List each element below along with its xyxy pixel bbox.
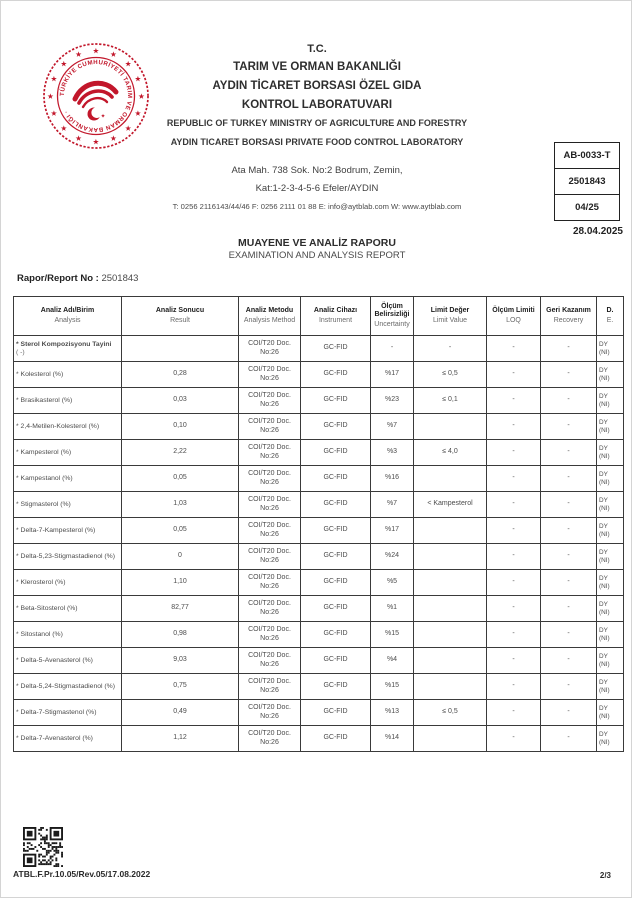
- analysis-results-table: [13, 296, 624, 752]
- cell-instrument: GC-FID: [301, 674, 371, 700]
- cell-uncertainty: %13: [371, 700, 414, 726]
- cell-evaluation: DY (NI): [597, 622, 624, 648]
- cell-recovery: -: [541, 414, 597, 440]
- cell-instrument: GC-FID: [301, 492, 371, 518]
- report-number-box: 2501843: [554, 168, 620, 195]
- cell-result: 9,03: [122, 648, 239, 674]
- svg-text:★: ★: [51, 110, 57, 118]
- cell-method: COI/T20 Doc. No:26: [239, 466, 301, 492]
- table-row: [14, 336, 624, 362]
- cell-recovery: -: [541, 700, 597, 726]
- cell-analysis: * Delta-5,23-Stigmastadienol (%): [14, 544, 122, 570]
- info-boxes: [554, 143, 620, 221]
- svg-text:★: ★: [60, 125, 67, 133]
- cell-analysis: * Kampestanol (%): [14, 466, 122, 492]
- svg-text:★: ★: [125, 125, 132, 133]
- col-header-analysis: Analiz Adı/Birim Analysis: [14, 297, 122, 336]
- report-no-value: 2501843: [101, 273, 139, 284]
- cell-uncertainty: %17: [371, 518, 414, 544]
- table-row: [14, 362, 624, 388]
- cell-analysis: * Delta-7-Avenasterol (%): [14, 726, 122, 752]
- letterhead: [1, 43, 632, 156]
- svg-text:★: ★: [135, 75, 141, 83]
- cell-limit: ≤ 4,0: [414, 440, 487, 466]
- svg-text:★: ★: [93, 138, 99, 146]
- cell-analysis: * Delta-5,24-Stigmastadienol (%): [14, 674, 122, 700]
- svg-text:★: ★: [110, 135, 117, 143]
- col-header-evaluation: D. E.: [597, 297, 624, 336]
- cell-limit: ≤ 0,5: [414, 362, 487, 388]
- col-header-uncertainty: Ölçüm Belirsizliği Uncertainty: [371, 297, 414, 336]
- cell-recovery: -: [541, 726, 597, 752]
- table-row: [14, 388, 624, 414]
- cell-uncertainty: %16: [371, 466, 414, 492]
- cell-evaluation: DY (NI): [597, 726, 624, 752]
- cell-recovery: -: [541, 362, 597, 388]
- table-row: [14, 596, 624, 622]
- cell-uncertainty: %7: [371, 492, 414, 518]
- contact-line: T: 0256 2116143/44/46 F: 0256 2111 01 88 E: info@aytblab.com W: www.aytblab.com: [172, 202, 462, 211]
- cell-evaluation: DY (NI): [597, 388, 624, 414]
- cell-evaluation: DY (NI): [597, 466, 624, 492]
- ministry-name-en: REPUBLIC OF TURKEY MINISTRY OF AGRICULTURE AND FORESTRY: [166, 118, 468, 128]
- cell-loq: -: [487, 648, 541, 674]
- svg-text:★: ★: [110, 51, 117, 59]
- cell-method: COI/T20 Doc. No:26: [239, 492, 301, 518]
- cell-loq: -: [487, 700, 541, 726]
- cell-instrument: GC-FID: [301, 700, 371, 726]
- cell-loq: -: [487, 570, 541, 596]
- cell-limit: [414, 570, 487, 596]
- table-row: [14, 622, 624, 648]
- cell-uncertainty: %1: [371, 596, 414, 622]
- cell-instrument: GC-FID: [301, 466, 371, 492]
- svg-text:★: ★: [138, 93, 145, 101]
- cell-recovery: -: [541, 466, 597, 492]
- cell-recovery: -: [541, 518, 597, 544]
- cell-evaluation: DY (NI): [597, 414, 624, 440]
- cell-evaluation: DY (NI): [597, 492, 624, 518]
- report-title: [1, 237, 632, 261]
- cell-result: 1,12: [122, 726, 239, 752]
- cell-method: COI/T20 Doc. No:26: [239, 674, 301, 700]
- cell-recovery: -: [541, 336, 597, 362]
- cell-method: COI/T20 Doc. No:26: [239, 388, 301, 414]
- cell-limit: [414, 726, 487, 752]
- cell-loq: -: [487, 726, 541, 752]
- cell-method: COI/T20 Doc. No:26: [239, 518, 301, 544]
- cell-uncertainty: %7: [371, 414, 414, 440]
- cell-instrument: GC-FID: [301, 648, 371, 674]
- ministry-name-tr: TARIM VE ORMAN BAKANLIĞI: [233, 61, 401, 73]
- cell-analysis: * Delta-7-Kampesterol (%): [14, 518, 122, 544]
- cell-evaluation: DY (NI): [597, 674, 624, 700]
- cell-loq: -: [487, 362, 541, 388]
- cell-limit: [414, 518, 487, 544]
- svg-text:★: ★: [135, 110, 141, 118]
- svg-text:★: ★: [60, 61, 67, 69]
- cell-analysis: * Brasikasterol (%): [14, 388, 122, 414]
- cell-instrument: GC-FID: [301, 414, 371, 440]
- cell-method: COI/T20 Doc. No:26: [239, 414, 301, 440]
- cell-instrument: GC-FID: [301, 362, 371, 388]
- cell-loq: -: [487, 544, 541, 570]
- cell-result: 0,98: [122, 622, 239, 648]
- cell-analysis: * Beta-Sitosterol (%): [14, 596, 122, 622]
- cell-uncertainty: %3: [371, 440, 414, 466]
- cell-limit: < Kampesterol: [414, 492, 487, 518]
- cell-analysis: * Delta-5-Avenasterol (%): [14, 648, 122, 674]
- results-table-body: [14, 336, 624, 752]
- cell-instrument: GC-FID: [301, 544, 371, 570]
- cell-uncertainty: %15: [371, 674, 414, 700]
- cell-recovery: -: [541, 596, 597, 622]
- lab-name-en: AYDIN TICARET BORSASI PRIVATE FOOD CONTROL LABORATORY: [170, 137, 464, 147]
- cell-method: COI/T20 Doc. No:26: [239, 700, 301, 726]
- cell-loq: -: [487, 596, 541, 622]
- cell-recovery: -: [541, 648, 597, 674]
- cell-limit: ≤ 0,5: [414, 700, 487, 726]
- report-title-en: EXAMINATION AND ANALYSIS REPORT: [228, 250, 406, 261]
- document-code: ATBL.F.Pr.10.05/Rev.05/17.08.2022: [13, 869, 151, 879]
- cell-method: COI/T20 Doc. No:26: [239, 570, 301, 596]
- cell-uncertainty: -: [371, 336, 414, 362]
- table-row: [14, 700, 624, 726]
- svg-text:★: ★: [75, 135, 82, 143]
- cell-loq: -: [487, 492, 541, 518]
- table-row: [14, 726, 624, 752]
- col-header-limit: Limit Değer Limit Value: [414, 297, 487, 336]
- cell-instrument: GC-FID: [301, 726, 371, 752]
- cell-analysis: * Kampesterol (%): [14, 440, 122, 466]
- cell-result: 0: [122, 544, 239, 570]
- cell-method: COI/T20 Doc. No:26: [239, 648, 301, 674]
- cell-instrument: GC-FID: [301, 336, 371, 362]
- svg-text:✦: ✦: [100, 114, 106, 120]
- cell-evaluation: DY (NI): [597, 596, 624, 622]
- period-box: 04/25: [554, 194, 620, 221]
- cell-analysis: * Kolesterol (%): [14, 362, 122, 388]
- cell-limit: ≤ 0,1: [414, 388, 487, 414]
- cell-instrument: GC-FID: [301, 596, 371, 622]
- cell-analysis: * Sitostanol (%): [14, 622, 122, 648]
- cell-recovery: -: [541, 388, 597, 414]
- lab-name-tr-line1: AYDIN TİCARET BORSASI ÖZEL GIDA: [212, 80, 422, 92]
- page-number: 2/3: [599, 871, 611, 880]
- cell-instrument: GC-FID: [301, 518, 371, 544]
- address-line1: Ata Mah. 738 Sok. No:2 Bodrum, Zemin,: [231, 165, 403, 176]
- cell-result: 1,10: [122, 570, 239, 596]
- cell-result: 0,75: [122, 674, 239, 700]
- col-header-method: Analiz Metodu Analysis Method: [239, 297, 301, 336]
- cell-evaluation: DY (NI): [597, 648, 624, 674]
- cell-result: 0,05: [122, 466, 239, 492]
- table-row: [14, 466, 624, 492]
- cell-method: COI/T20 Doc. No:26: [239, 596, 301, 622]
- cell-uncertainty: %15: [371, 622, 414, 648]
- cell-loq: -: [487, 674, 541, 700]
- cell-analysis: * Klerosterol (%): [14, 570, 122, 596]
- cell-recovery: -: [541, 622, 597, 648]
- report-no-label: Rapor/Report No :: [17, 273, 99, 284]
- svg-text:★: ★: [51, 75, 57, 83]
- cell-loq: -: [487, 518, 541, 544]
- cell-instrument: GC-FID: [301, 622, 371, 648]
- cell-result: 1,03: [122, 492, 239, 518]
- cell-loq: -: [487, 440, 541, 466]
- col-header-recovery: Geri Kazanım Recovery: [541, 297, 597, 336]
- cell-recovery: -: [541, 674, 597, 700]
- table-row: [14, 518, 624, 544]
- cell-recovery: -: [541, 492, 597, 518]
- cell-limit: [414, 596, 487, 622]
- cell-loq: -: [487, 336, 541, 362]
- cell-recovery: -: [541, 544, 597, 570]
- cell-instrument: GC-FID: [301, 440, 371, 466]
- table-row: [14, 544, 624, 570]
- svg-text:★: ★: [47, 93, 54, 101]
- cell-result: 0,10: [122, 414, 239, 440]
- cell-limit: -: [414, 336, 487, 362]
- cell-evaluation: DY (NI): [597, 362, 624, 388]
- cell-result: 82,77: [122, 596, 239, 622]
- col-header-result: Analiz Sonucu Result: [122, 297, 239, 336]
- cell-evaluation: DY (NI): [597, 544, 624, 570]
- report-no-line: [17, 273, 138, 284]
- cell-result: 0,28: [122, 362, 239, 388]
- cell-method: COI/T20 Doc. No:26: [239, 440, 301, 466]
- table-row: [14, 674, 624, 700]
- cell-limit: [414, 414, 487, 440]
- svg-text:★: ★: [125, 61, 132, 69]
- qr-code-icon: [23, 827, 63, 867]
- cell-limit: [414, 544, 487, 570]
- logo-ring-text: TÜRKİYE CUMHURİYETİ TARIM VE ORMAN BAKANLIĞI ·: [58, 58, 134, 134]
- cell-uncertainty: %4: [371, 648, 414, 674]
- cell-analysis: * Delta-7-Stigmastenol (%): [14, 700, 122, 726]
- cell-method: COI/T20 Doc. No:26: [239, 362, 301, 388]
- cell-analysis: * 2,4-Metilen-Kolesterol (%): [14, 414, 122, 440]
- accreditation-number-box: AB-0033-T: [554, 142, 620, 169]
- report-title-tr: MUAYENE VE ANALİZ RAPORU: [238, 237, 396, 249]
- address-line2: Kat:1-2-3-4-5-6 Efeler/AYDIN: [255, 183, 379, 194]
- cell-instrument: GC-FID: [301, 388, 371, 414]
- cell-method: COI/T20 Doc. No:26: [239, 336, 301, 362]
- cell-loq: -: [487, 388, 541, 414]
- svg-text:★: ★: [75, 51, 82, 59]
- cell-analysis: * Stigmasterol (%): [14, 492, 122, 518]
- cell-uncertainty: %5: [371, 570, 414, 596]
- cell-loq: -: [487, 622, 541, 648]
- cell-uncertainty: %17: [371, 362, 414, 388]
- cell-loq: -: [487, 466, 541, 492]
- table-row: [14, 570, 624, 596]
- address-block: [1, 162, 632, 198]
- col-header-instrument: Analiz Cihazı Instrument: [301, 297, 371, 336]
- cell-recovery: -: [541, 570, 597, 596]
- cell-evaluation: DY (NI): [597, 518, 624, 544]
- cell-evaluation: DY (NI): [597, 570, 624, 596]
- cell-result: 0,49: [122, 700, 239, 726]
- cell-evaluation: DY (NI): [597, 336, 624, 362]
- cell-method: COI/T20 Doc. No:26: [239, 622, 301, 648]
- cell-method: COI/T20 Doc. No:26: [239, 544, 301, 570]
- cell-result: 0,03: [122, 388, 239, 414]
- letterhead-tc: T.C.: [307, 43, 327, 55]
- table-row: [14, 492, 624, 518]
- table-row: [14, 440, 624, 466]
- table-row: [14, 648, 624, 674]
- cell-instrument: GC-FID: [301, 570, 371, 596]
- cell-loq: -: [487, 414, 541, 440]
- cell-analysis: * Sterol Kompozisyonu Tayini ( -): [14, 336, 122, 362]
- cell-limit: [414, 466, 487, 492]
- cell-recovery: -: [541, 440, 597, 466]
- cell-result: [122, 336, 239, 362]
- cell-limit: [414, 648, 487, 674]
- cell-result: 0,05: [122, 518, 239, 544]
- cell-result: 2,22: [122, 440, 239, 466]
- cell-limit: [414, 674, 487, 700]
- cell-evaluation: DY (NI): [597, 440, 624, 466]
- report-date: 28.04.2025: [572, 226, 623, 237]
- lab-name-tr-line2: KONTROL LABORATUVARI: [241, 99, 393, 111]
- cell-uncertainty: %14: [371, 726, 414, 752]
- cell-uncertainty: %23: [371, 388, 414, 414]
- svg-text:★: ★: [93, 47, 99, 55]
- cell-evaluation: DY (NI): [597, 700, 624, 726]
- cell-method: COI/T20 Doc. No:26: [239, 726, 301, 752]
- col-header-loq: Ölçüm Limiti LOQ: [487, 297, 541, 336]
- table-row: [14, 414, 624, 440]
- cell-limit: [414, 622, 487, 648]
- cell-uncertainty: %24: [371, 544, 414, 570]
- table-header-row: [14, 297, 624, 336]
